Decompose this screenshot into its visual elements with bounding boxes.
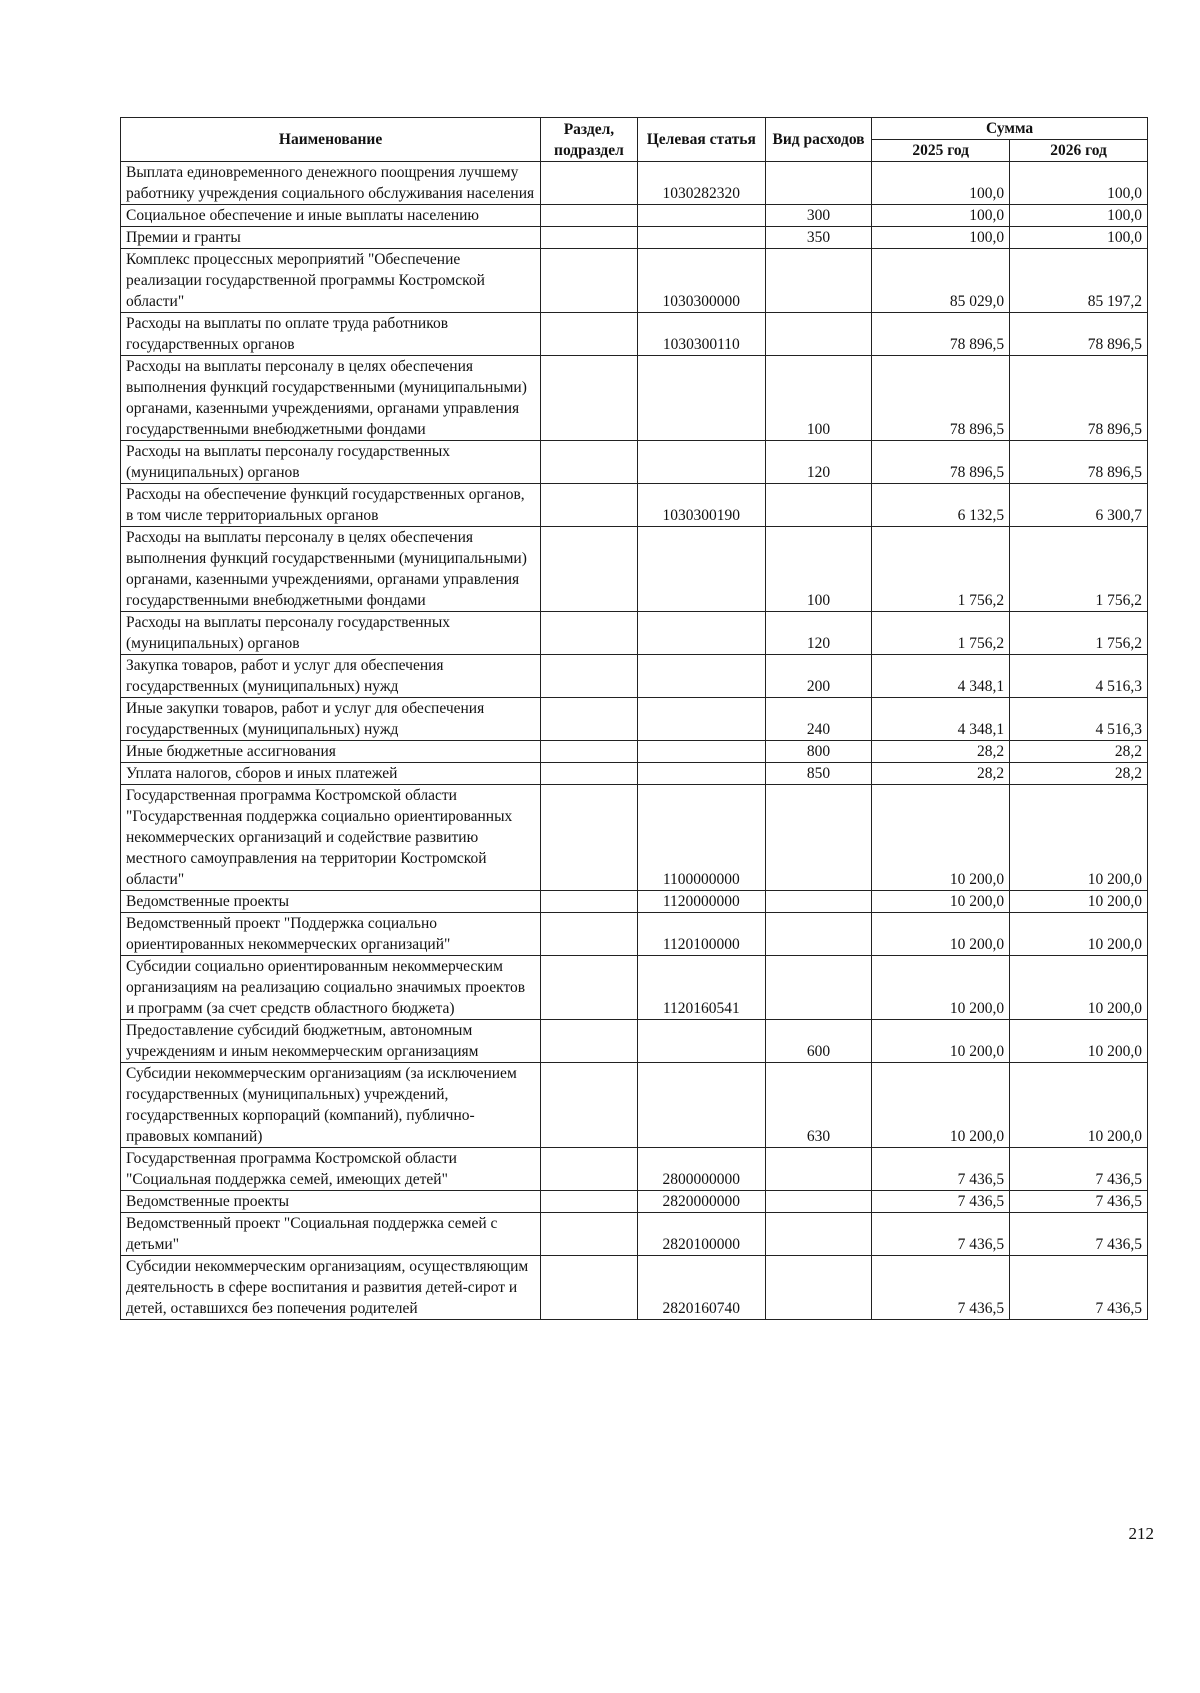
table-row [121,484,1148,527]
row-target [637,741,765,763]
row-section [541,162,638,205]
row-name: Государственная программа Костромской области "Государственная поддержка социально ориентированных некоммерческих организаций и содействие развитию местного самоуправления на территории Костромской области" [121,785,541,891]
row-section [541,356,638,441]
row-sum-2025: 1 756,2 [872,612,1010,655]
row-expense-type: 100 [765,527,871,612]
table-row [121,1213,1148,1256]
row-sum-2026: 1 756,2 [1010,527,1148,612]
row-expense-type: 120 [765,612,871,655]
row-name: Субсидии социально ориентированным некоммерческим организациям на реализацию социально значимых проектов и программ (за счет средств областного бюджета) [121,956,541,1020]
row-expense-type: 600 [765,1020,871,1063]
row-expense-type [765,1213,871,1256]
row-expense-type [765,891,871,913]
row-target: 2820000000 [637,1191,765,1213]
table-row [121,655,1148,698]
row-name: Иные бюджетные ассигнования [121,741,541,763]
row-sum-2025: 28,2 [872,741,1010,763]
row-target: 1030282320 [637,162,765,205]
row-sum-2025: 10 200,0 [872,785,1010,891]
row-sum-2025: 100,0 [872,227,1010,249]
row-section [541,956,638,1020]
row-sum-2025: 6 132,5 [872,484,1010,527]
row-expense-type [765,1256,871,1320]
row-section [541,1213,638,1256]
row-sum-2025: 78 896,5 [872,313,1010,356]
row-expense-type: 630 [765,1063,871,1148]
table-row [121,162,1148,205]
row-section [541,484,638,527]
row-sum-2025: 10 200,0 [872,891,1010,913]
row-sum-2026: 6 300,7 [1010,484,1148,527]
row-section [541,913,638,956]
row-sum-2026: 28,2 [1010,763,1148,785]
row-sum-2025: 4 348,1 [872,698,1010,741]
row-sum-2025: 10 200,0 [872,1063,1010,1148]
row-section [541,227,638,249]
row-target [637,612,765,655]
row-sum-2026: 28,2 [1010,741,1148,763]
row-name: Выплата единовременного денежного поощрения лучшему работнику учреждения социального обслуживания населения [121,162,541,205]
table-row [121,1256,1148,1320]
row-expense-type [765,484,871,527]
row-sum-2026: 10 200,0 [1010,956,1148,1020]
row-sum-2026: 7 436,5 [1010,1191,1148,1213]
row-name: Расходы на выплаты персоналу в целях обеспечения выполнения функций государственными (муниципальными) органами, казенными учреждениями, органами управления государственными внебюджетными фондами [121,356,541,441]
table-row [121,612,1148,655]
row-sum-2026: 4 516,3 [1010,698,1148,741]
table-row [121,313,1148,356]
row-target: 1120160541 [637,956,765,1020]
row-sum-2025: 100,0 [872,162,1010,205]
table-row [121,205,1148,227]
table-body [121,162,1148,1320]
row-name: Субсидии некоммерческим организациям, осуществляющим деятельность в сфере воспитания и развития детей-сирот и детей, оставшихся без попечения родителей [121,1256,541,1320]
table-row [121,227,1148,249]
table-row [121,1063,1148,1148]
row-sum-2026: 10 200,0 [1010,891,1148,913]
row-section [541,1191,638,1213]
row-expense-type: 850 [765,763,871,785]
row-target [637,1063,765,1148]
row-target: 1030300190 [637,484,765,527]
row-expense-type: 800 [765,741,871,763]
row-target: 1100000000 [637,785,765,891]
row-section [541,763,638,785]
row-sum-2026: 4 516,3 [1010,655,1148,698]
row-sum-2025: 100,0 [872,205,1010,227]
table-row [121,356,1148,441]
row-sum-2025: 10 200,0 [872,1020,1010,1063]
row-section [541,655,638,698]
row-expense-type [765,913,871,956]
header-name: Наименование [121,118,541,162]
row-name: Расходы на выплаты персоналу государственных (муниципальных) органов [121,441,541,484]
header-expense-type: Вид расходов [765,118,871,162]
row-target [637,698,765,741]
table-row [121,891,1148,913]
row-section [541,249,638,313]
row-section [541,441,638,484]
row-sum-2026: 1 756,2 [1010,612,1148,655]
table-row [121,1191,1148,1213]
table-row [121,741,1148,763]
table-row [121,249,1148,313]
table-row [121,763,1148,785]
row-name: Премии и гранты [121,227,541,249]
row-target [637,441,765,484]
row-section [541,1256,638,1320]
row-target [637,356,765,441]
row-name: Расходы на выплаты персоналу в целях обеспечения выполнения функций государственными (муниципальными) органами, казенными учреждениями, органами управления государственными внебюджетными фондами [121,527,541,612]
row-sum-2026: 100,0 [1010,205,1148,227]
row-sum-2025: 28,2 [872,763,1010,785]
row-target [637,655,765,698]
row-section [541,1148,638,1191]
header-target: Целевая статья [637,118,765,162]
row-expense-type: 200 [765,655,871,698]
row-target [637,527,765,612]
row-name: Иные закупки товаров, работ и услуг для обеспечения государственных (муниципальных) нужд [121,698,541,741]
row-expense-type [765,1191,871,1213]
row-target: 1120100000 [637,913,765,956]
table-row [121,441,1148,484]
table-row [121,1148,1148,1191]
row-section [541,1063,638,1148]
row-sum-2025: 7 436,5 [872,1256,1010,1320]
row-section [541,612,638,655]
row-expense-type [765,313,871,356]
row-section [541,527,638,612]
row-expense-type [765,956,871,1020]
table-row [121,913,1148,956]
row-section [541,891,638,913]
row-name: Расходы на выплаты персоналу государственных (муниципальных) органов [121,612,541,655]
row-name: Расходы на обеспечение функций государственных органов, в том числе территориальных органов [121,484,541,527]
row-sum-2026: 78 896,5 [1010,313,1148,356]
row-name: Закупка товаров, работ и услуг для обеспечения государственных (муниципальных) нужд [121,655,541,698]
row-target: 1030300000 [637,249,765,313]
row-sum-2026: 78 896,5 [1010,441,1148,484]
row-name: Ведомственный проект "Социальная поддержка семей с детьми" [121,1213,541,1256]
row-name: Комплекс процессных мероприятий "Обеспечение реализации государственной программы Костромской области" [121,249,541,313]
row-sum-2025: 4 348,1 [872,655,1010,698]
row-expense-type: 350 [765,227,871,249]
row-sum-2025: 1 756,2 [872,527,1010,612]
row-expense-type: 100 [765,356,871,441]
row-sum-2026: 10 200,0 [1010,1063,1148,1148]
row-name: Социальное обеспечение и иные выплаты населению [121,205,541,227]
row-name: Предоставление субсидий бюджетным, автономным учреждениям и иным некоммерческим организациям [121,1020,541,1063]
row-sum-2026: 10 200,0 [1010,913,1148,956]
row-target: 2800000000 [637,1148,765,1191]
row-name: Субсидии некоммерческим организациям (за исключением государственных (муниципальных) учреждений, государственных корпораций (компаний), публично-правовых компаний) [121,1063,541,1148]
row-sum-2026: 10 200,0 [1010,785,1148,891]
row-sum-2025: 10 200,0 [872,913,1010,956]
row-sum-2026: 85 197,2 [1010,249,1148,313]
row-section [541,785,638,891]
row-target: 2820160740 [637,1256,765,1320]
row-sum-2026: 7 436,5 [1010,1256,1148,1320]
budget-table-container [120,117,1148,1320]
row-sum-2026: 7 436,5 [1010,1148,1148,1191]
row-sum-2025: 7 436,5 [872,1148,1010,1191]
row-sum-2026: 78 896,5 [1010,356,1148,441]
budget-table [120,117,1148,1320]
row-sum-2026: 100,0 [1010,227,1148,249]
header-year-2025: 2025 год [872,140,1010,162]
row-sum-2025: 78 896,5 [872,356,1010,441]
row-sum-2025: 85 029,0 [872,249,1010,313]
row-sum-2025: 10 200,0 [872,956,1010,1020]
row-section [541,205,638,227]
row-section [541,313,638,356]
row-expense-type [765,785,871,891]
row-sum-2025: 7 436,5 [872,1191,1010,1213]
header-section: Раздел, подраздел [541,118,638,162]
row-expense-type [765,249,871,313]
table-row [121,1020,1148,1063]
row-expense-type: 240 [765,698,871,741]
table-row [121,785,1148,891]
page-number: 212 [1128,1524,1154,1543]
row-target [637,227,765,249]
row-sum-2026: 7 436,5 [1010,1213,1148,1256]
row-name: Уплата налогов, сборов и иных платежей [121,763,541,785]
table-row [121,698,1148,741]
table-row [121,956,1148,1020]
row-name: Государственная программа Костромской области "Социальная поддержка семей, имеющих детей" [121,1148,541,1191]
row-sum-2025: 78 896,5 [872,441,1010,484]
row-target [637,205,765,227]
row-sum-2026: 10 200,0 [1010,1020,1148,1063]
row-expense-type [765,1148,871,1191]
row-target: 1030300110 [637,313,765,356]
table-header [121,118,1148,162]
header-year-2026: 2026 год [1010,140,1148,162]
row-section [541,1020,638,1063]
row-name: Ведомственный проект "Поддержка социально ориентированных некоммерческих организаций" [121,913,541,956]
row-expense-type: 120 [765,441,871,484]
row-sum-2026: 100,0 [1010,162,1148,205]
row-sum-2025: 7 436,5 [872,1213,1010,1256]
row-name: Ведомственные проекты [121,1191,541,1213]
row-target [637,1020,765,1063]
header-sum: Сумма [872,118,1148,140]
row-expense-type: 300 [765,205,871,227]
row-target [637,763,765,785]
table-row [121,527,1148,612]
row-target: 1120000000 [637,891,765,913]
row-section [541,741,638,763]
row-target: 2820100000 [637,1213,765,1256]
row-name: Ведомственные проекты [121,891,541,913]
row-section [541,698,638,741]
row-expense-type [765,162,871,205]
row-name: Расходы на выплаты по оплате труда работников государственных органов [121,313,541,356]
